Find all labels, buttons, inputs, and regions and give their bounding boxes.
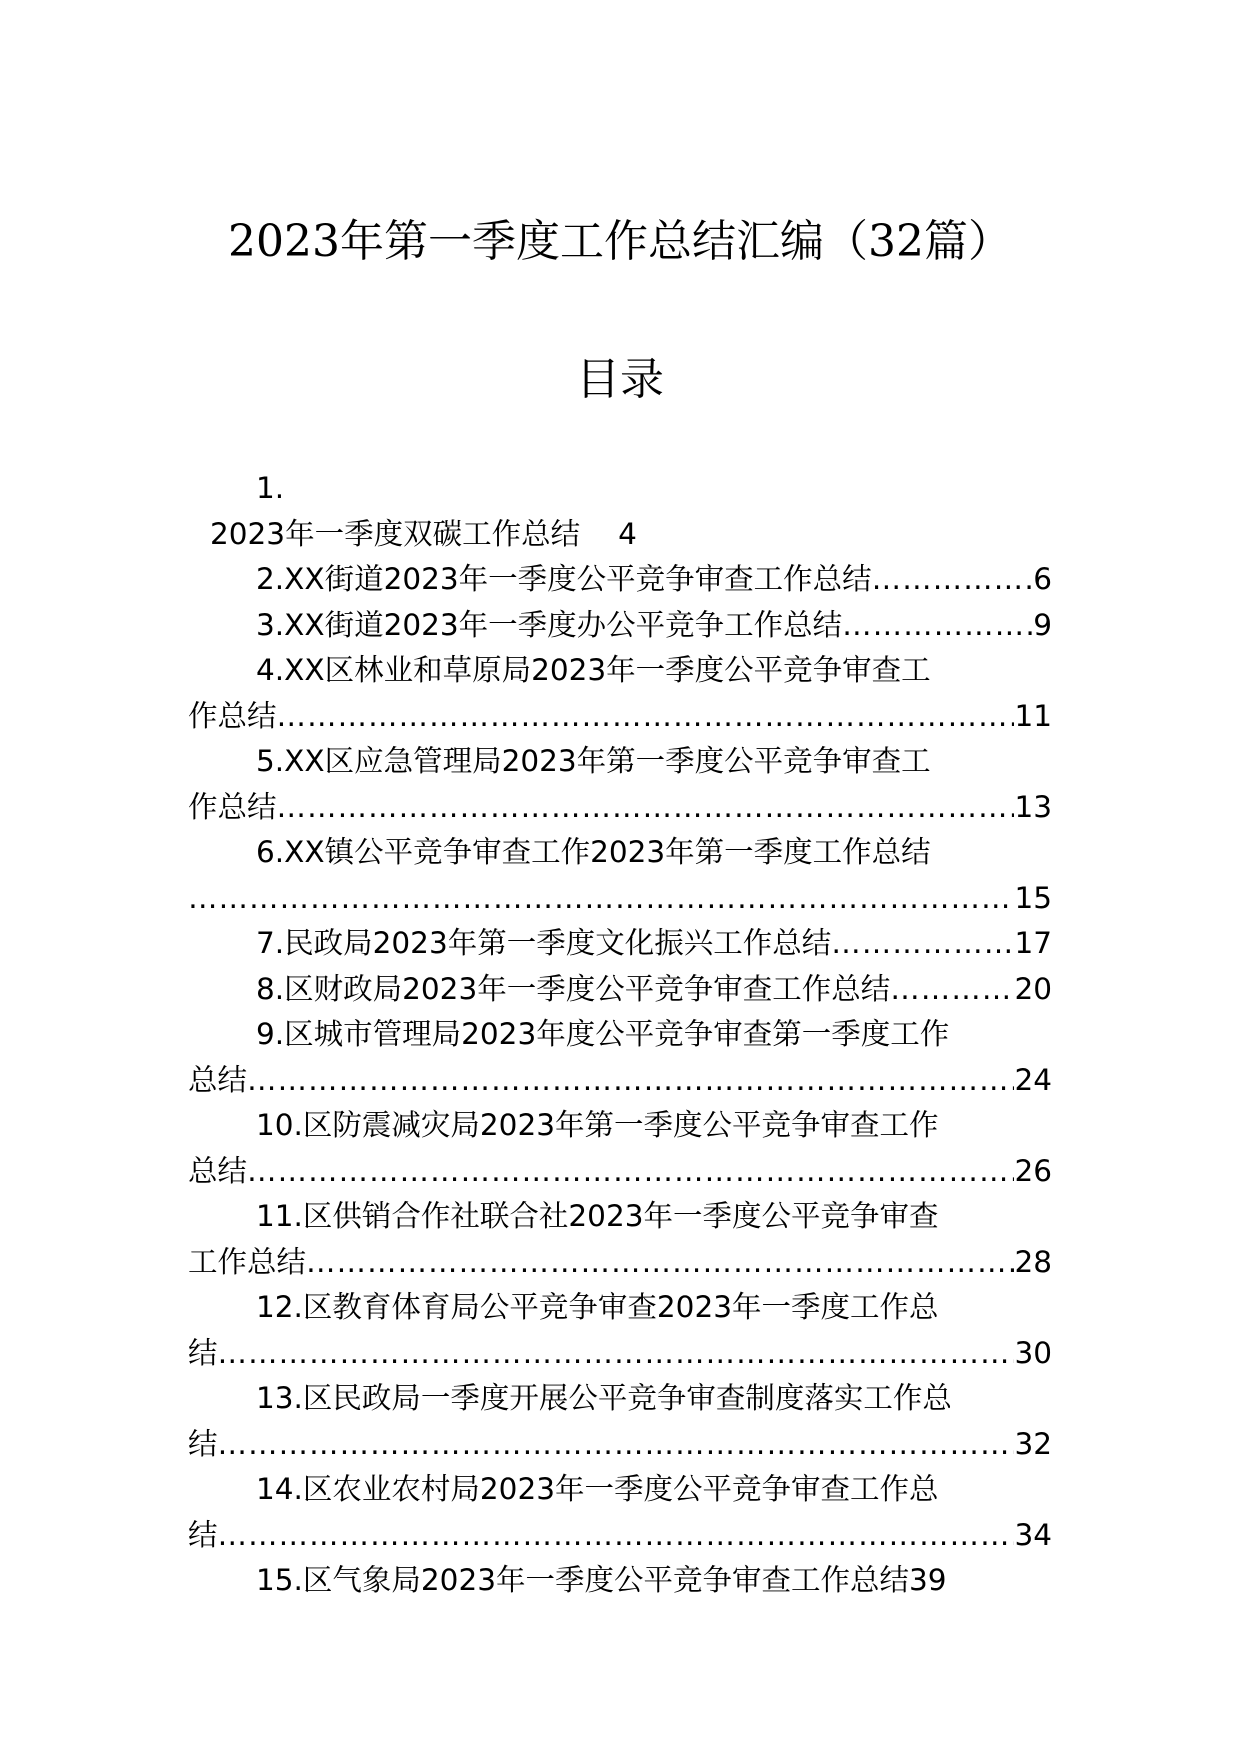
toc-dot-leader (890, 967, 1014, 1013)
toc-entry-title: 14.区农业农村局2023年一季度公平竞争审查工作总 (256, 1472, 939, 1506)
toc-page-number: 24 (1014, 1062, 1052, 1097)
toc-entry-title: 4.XX区林业和草原局2023年一季度公平竞争审查工 (256, 653, 931, 687)
toc-entry-title: 13.区民政局一季度开展公平竞争审查制度落实工作总 (256, 1381, 952, 1415)
toc-entry-title: 5.XX区应急管理局2023年第一季度公平竞争审查工 (256, 744, 931, 778)
toc-page-number: 13 (1014, 789, 1052, 824)
toc-page-number: 17 (1014, 926, 1052, 960)
toc-entry[interactable] (188, 603, 1052, 649)
toc-entry[interactable] (188, 1194, 1052, 1285)
toc-entry-title: 3.XX街道2023年一季度办公平竞争工作总结 (256, 607, 843, 642)
toc-entry-title: 2.XX街道2023年一季度公平竞争审查工作总结 (256, 562, 872, 596)
toc-entry-title: 总结 (188, 1062, 248, 1097)
toc-entry[interactable] (188, 921, 1052, 967)
toc-entry-title: 总结 (188, 1153, 248, 1188)
toc-page-number: 28 (1014, 1244, 1052, 1279)
table-of-contents (188, 466, 1052, 1604)
toc-page-number: 9 (1033, 607, 1052, 642)
toc-entry-title: 8.区财政局2023年一季度公平竞争审查工作总结 (256, 971, 891, 1006)
toc-entry-title: 结 (188, 1335, 218, 1370)
toc-page-number: 30 (1014, 1335, 1052, 1370)
toc-entry-title: 结 (188, 1517, 218, 1552)
toc-dot-leader (277, 785, 1015, 831)
toc-dot-leader (247, 1149, 1014, 1195)
toc-dot-leader (872, 557, 1034, 603)
toc-entry[interactable] (188, 1467, 1052, 1558)
toc-entry[interactable] (188, 1285, 1052, 1376)
toc-dot-leader (842, 603, 1033, 649)
toc-entry[interactable] (188, 1558, 1052, 1604)
toc-entry-title: 作总结 (188, 698, 277, 733)
toc-entry[interactable] (188, 1376, 1052, 1467)
toc-dot-leader (218, 1331, 1015, 1377)
toc-entry-title: 7.民政局2023年第一季度文化振兴工作总结 (256, 926, 832, 960)
toc-entry[interactable] (188, 1012, 1052, 1103)
toc-entry-title: 12.区教育体育局公平竞争审查2023年一季度工作总 (256, 1290, 939, 1324)
toc-page-number: 26 (1014, 1153, 1052, 1188)
toc-entry[interactable] (188, 512, 1052, 558)
toc-entry-title: 作总结 (188, 789, 277, 824)
toc-entry[interactable] (188, 1103, 1052, 1194)
toc-dot-leader (831, 921, 1014, 967)
toc-page-number: 4 (618, 516, 637, 551)
toc-entry-number: 1. (256, 471, 285, 505)
toc-entry[interactable] (188, 557, 1052, 603)
toc-dot-leader (277, 694, 1015, 740)
toc-entry-title: 结 (188, 1426, 218, 1461)
toc-dot-leader (218, 1513, 1015, 1559)
toc-dot-leader (247, 1058, 1014, 1104)
toc-entry[interactable] (188, 739, 1052, 830)
toc-page-number: 11 (1014, 698, 1052, 733)
toc-entry-title: 6.XX镇公平竞争审查工作2023年第一季度工作总结 (256, 835, 931, 869)
toc-entry-title: 9.区城市管理局2023年度公平竞争审查第一季度工作 (256, 1017, 950, 1051)
toc-dot-leader (188, 876, 1014, 922)
toc-page-number: 34 (1014, 1517, 1052, 1552)
toc-page-number: 15 (1014, 880, 1052, 915)
toc-dot-leader (218, 1422, 1015, 1468)
toc-page-number: 20 (1014, 971, 1052, 1006)
toc-entry-title: 工作总结 (188, 1244, 307, 1279)
document-title: 2023年第一季度工作总结汇编（32篇） (228, 216, 1012, 267)
toc-heading: 目录 (576, 354, 664, 405)
toc-dot-leader (306, 1240, 1014, 1286)
toc-entry-title: 11.区供销合作社联合社2023年一季度公平竞争审查 (256, 1199, 939, 1233)
toc-entry[interactable] (188, 830, 1052, 921)
toc-entry-title: 2023年一季度双碳工作总结 (210, 516, 581, 551)
toc-entry[interactable] (188, 648, 1052, 739)
toc-page-number: 32 (1014, 1426, 1052, 1461)
toc-page-number: 39 (909, 1563, 947, 1597)
toc-entry[interactable] (188, 466, 1052, 512)
toc-entry-title: 15.区气象局2023年一季度公平竞争审查工作总结 (256, 1563, 909, 1597)
toc-page-number: 6 (1033, 562, 1052, 596)
toc-entry[interactable] (188, 967, 1052, 1013)
toc-entry-title: 10.区防震减灾局2023年第一季度公平竞争审查工作 (256, 1108, 939, 1142)
